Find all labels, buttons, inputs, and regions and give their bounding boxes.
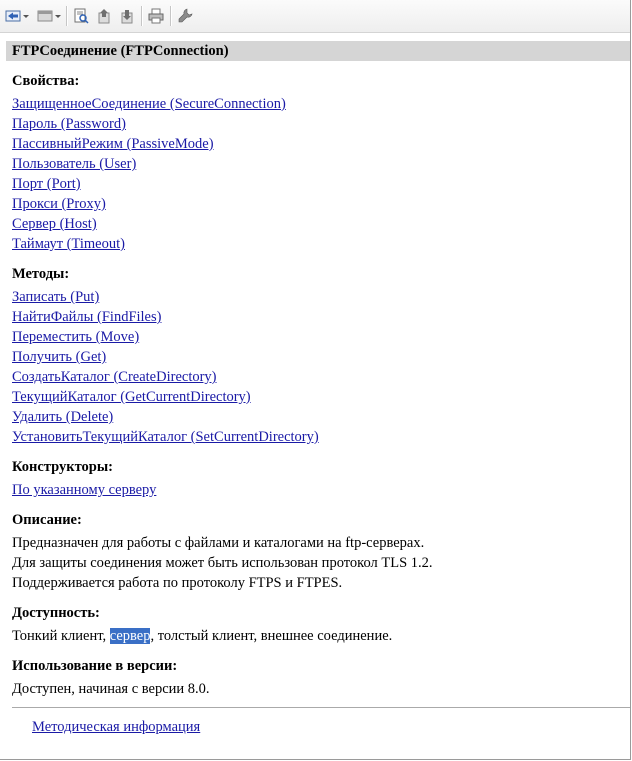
search-page-icon [73, 8, 89, 24]
description-heading: Описание: [12, 512, 82, 528]
property-link[interactable]: Таймаут (Timeout) [12, 236, 125, 252]
method-link[interactable]: СоздатьКаталог (CreateDirectory) [12, 369, 217, 385]
down-arrow-icon [119, 8, 135, 24]
availability-text [12, 626, 392, 646]
printer-icon [148, 8, 164, 24]
settings-button[interactable] [175, 6, 195, 26]
property-link[interactable]: Порт (Port) [12, 176, 81, 192]
property-link[interactable]: ЗащищенноеСоединение (SecureConnection) [12, 96, 286, 112]
toolbar-separator [170, 6, 172, 26]
property-link[interactable]: Сервер (Host) [12, 216, 97, 232]
property-link[interactable]: Пароль (Password) [12, 116, 126, 132]
version-heading: Использование в версии: [12, 658, 178, 674]
page-title: FTPСоединение (FTPConnection) [6, 41, 630, 61]
back-button[interactable] [4, 6, 30, 26]
availability-text-after: , толстый клиент, внешнее соединение. [150, 628, 393, 644]
constructors-heading: Конструкторы: [12, 459, 114, 475]
download-button[interactable] [117, 6, 137, 26]
method-link[interactable]: УстановитьТекущийКаталог (SetCurrentDirectory) [12, 429, 319, 445]
print-button[interactable] [146, 6, 166, 26]
panel-icon [37, 9, 53, 23]
property-link[interactable]: Пользователь (User) [12, 156, 137, 172]
panel-button[interactable] [36, 6, 62, 26]
method-link[interactable]: НайтиФайлы (FindFiles) [12, 309, 162, 325]
description-line: Для защиты соединения может быть использован протокол TLS 1.2. [12, 555, 433, 571]
divider [12, 707, 630, 708]
property-link[interactable]: ПассивныйРежим (PassiveMode) [12, 136, 214, 152]
highlighted-text[interactable]: сервер [109, 628, 151, 644]
up-arrow-icon [96, 8, 112, 24]
toolbar-separator [141, 6, 143, 26]
methodical-info-link[interactable]: Методическая информация [32, 719, 201, 735]
description-line: Предназначен для работы с файлами и каталогами на ftp-серверах. [12, 535, 425, 551]
availability-heading: Доступность: [12, 605, 100, 621]
upload-button[interactable] [94, 6, 114, 26]
method-link[interactable]: Получить (Get) [12, 349, 107, 365]
method-link[interactable]: Записать (Put) [12, 289, 100, 305]
method-link[interactable]: Удалить (Delete) [12, 409, 114, 425]
constructor-link[interactable]: По указанному серверу [12, 482, 157, 498]
methods-heading: Методы: [12, 266, 70, 282]
version-text: Доступен, начиная с версии 8.0. [12, 681, 210, 697]
method-link[interactable]: ТекущийКаталог (GetCurrentDirectory) [12, 389, 251, 405]
properties-heading: Свойства: [12, 73, 80, 89]
property-link[interactable]: Прокси (Proxy) [12, 196, 106, 212]
chevron-down-icon [55, 15, 61, 18]
wrench-icon [177, 8, 193, 24]
back-arrow-icon [5, 9, 21, 23]
toolbar-separator [66, 6, 68, 26]
toolbar [0, 0, 630, 33]
availability-text-before: Тонкий клиент, [12, 628, 110, 644]
search-button[interactable] [71, 6, 91, 26]
chevron-down-icon [23, 15, 29, 18]
method-link[interactable]: Переместить (Move) [12, 329, 140, 345]
description-line: Поддерживается работа по протоколу FTPS и FTPES. [12, 575, 343, 591]
